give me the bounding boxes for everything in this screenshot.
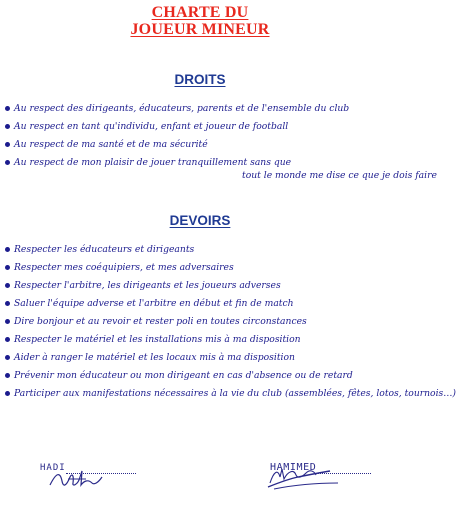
- devoir-text: Respecter l'arbitre, les dirigeants et les joueurs adverses: [14, 280, 281, 291]
- bullet-icon: [5, 160, 10, 165]
- list-item: [0, 385, 456, 403]
- droits-heading: DROITS: [174, 72, 226, 87]
- bullet-icon: [5, 391, 10, 396]
- devoir-text: Prévenir mon éducateur ou mon dirigeant en cas d'absence ou de retard: [14, 370, 353, 381]
- list-item: [0, 313, 400, 331]
- list-item: [0, 100, 400, 118]
- list-item: [0, 295, 400, 313]
- bullet-icon: [5, 124, 10, 129]
- bullet-icon: [5, 319, 10, 324]
- droit-continuation: tout le monde me dise ce que je dois faire: [242, 170, 437, 181]
- list-item: [0, 331, 400, 349]
- list-item: [0, 118, 400, 136]
- list-item: [0, 136, 400, 154]
- bullet-icon: [5, 373, 10, 378]
- bullet-icon: [5, 283, 10, 288]
- devoir-text: Respecter mes coéquipiers, et mes adversaires: [14, 262, 234, 273]
- bullet-icon: [5, 247, 10, 252]
- devoir-text: Saluer l'équipe adverse et l'arbitre en début et fin de match: [14, 298, 294, 309]
- signature-name-right: HAMIMED: [270, 462, 317, 473]
- droit-text: Au respect en tant qu'individu, enfant et joueur de football: [14, 121, 289, 132]
- devoir-text: Dire bonjour et au revoir et rester poli en toutes circonstances: [14, 316, 307, 327]
- bullet-icon: [5, 142, 10, 147]
- handwritten-signature-right: [264, 461, 344, 493]
- list-item: [0, 349, 400, 367]
- signature-left: [40, 455, 136, 474]
- bullet-icon: [5, 355, 10, 360]
- droit-text: Au respect des dirigeants, éducateurs, parents et de l'ensemble du club: [14, 103, 350, 114]
- bullet-icon: [5, 301, 10, 306]
- devoirs-heading: DEVOIRS: [169, 213, 231, 228]
- document-title-line-2: JOUEUR MINEUR: [130, 21, 270, 38]
- document-title-line-1: CHARTE DU: [151, 4, 249, 21]
- devoir-text: Aider à ranger le matériel et les locaux mis à ma disposition: [14, 352, 295, 363]
- list-item: [0, 277, 400, 295]
- list-item: [0, 241, 400, 259]
- signature-right: [270, 455, 371, 474]
- devoirs-list: [0, 241, 456, 403]
- devoir-text: Respecter les éducateurs et dirigeants: [14, 244, 195, 255]
- droit-text: Au respect de ma santé et de ma sécurité: [14, 139, 208, 150]
- list-item: [0, 367, 400, 385]
- bullet-icon: [5, 265, 10, 270]
- devoir-text: Participer aux manifestations nécessaires à la vie du club (assemblées, fêtes, lotos, tournois…): [14, 388, 456, 399]
- handwritten-signature-left: [48, 467, 108, 491]
- devoir-text: Respecter le matériel et les installations mis à ma disposition: [14, 334, 301, 345]
- droit-text: Au respect de mon plaisir de jouer tranquillement sans que: [14, 157, 292, 168]
- droits-list: [0, 100, 400, 172]
- bullet-icon: [5, 337, 10, 342]
- signature-name-left: HADI: [40, 463, 66, 473]
- list-item: [0, 259, 400, 277]
- bullet-icon: [5, 106, 10, 111]
